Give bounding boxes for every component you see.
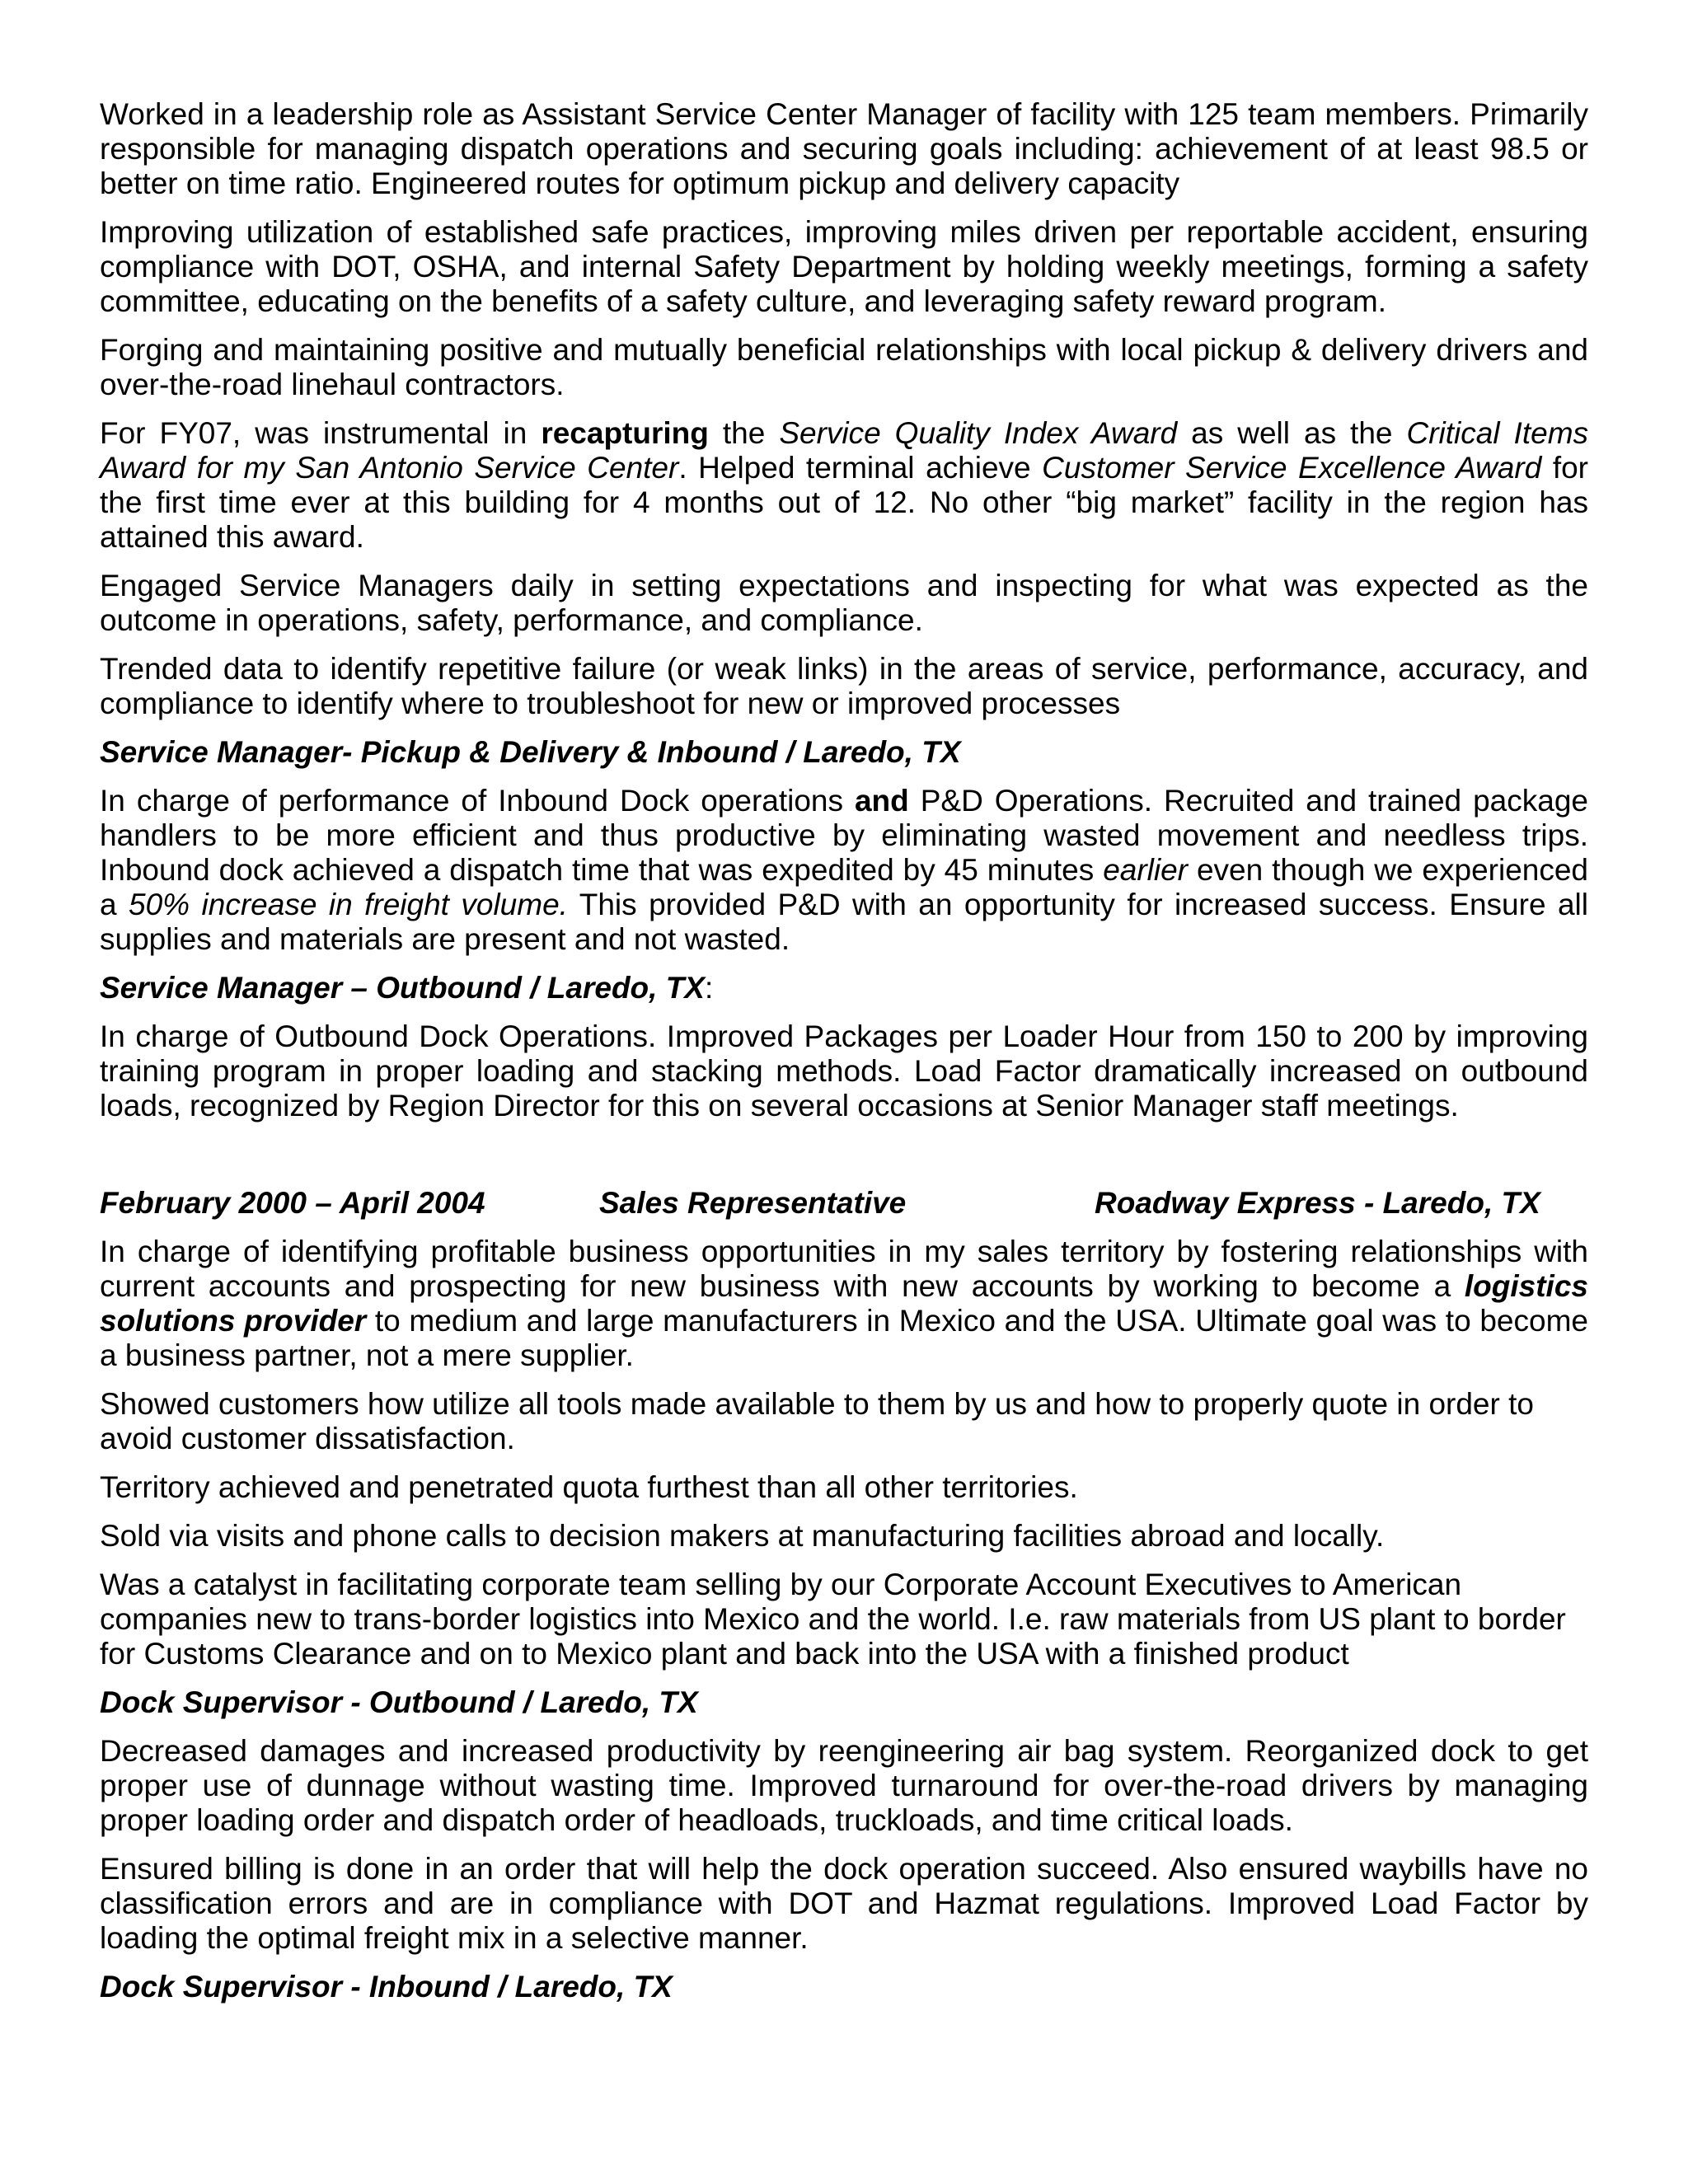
engaged-managers-paragraph: Engaged Service Managers daily in setting expectations and inspecting for what was expected as the outcome in operations, safety, performance, and compliance.	[100, 569, 1588, 637]
catalyst-paragraph: Was a catalyst in facilitating corporate team selling by our Corporate Account Executives to American companies new to trans-border logistics into Mexico and the world. I.e. raw materials from US plant to border for Customs Clearance and on to Mexico plant and back into the USA with a finished product	[100, 1568, 1566, 1671]
service-manager-outbound-heading	[100, 971, 1588, 1005]
sales-text-a: In charge of identifying profitable business opportunities in my sales territory by fostering relationships with current accounts and prospecting for new business with new accounts by working to become a	[100, 1235, 1588, 1303]
resume-page	[100, 97, 1588, 2018]
inbound-text-earlier: earlier	[1103, 853, 1189, 887]
inbound-dock-paragraph	[100, 784, 1588, 957]
sales-text-c: to medium and large manufacturers in Mexico and the USA. Ultimate goal was to become a business partner, not a mere supplier.	[100, 1304, 1588, 1372]
territory-quota-paragraph: Territory achieved and penetrated quota furthest than all other territories.	[100, 1470, 1078, 1504]
customer-tools-paragraph: Showed customers how utilize all tools made available to them by us and how to properly quote in order to avoid customer dissatisfaction.	[100, 1387, 1534, 1455]
awards-text-a: For FY07, was instrumental in	[100, 416, 542, 450]
job-header	[100, 1186, 1588, 1221]
section-spacer	[100, 1137, 1588, 1186]
awards-text-recapturing: recapturing	[541, 416, 709, 450]
dock-supervisor-outbound-heading: Dock Supervisor - Outbound / Laredo, TX	[100, 1685, 698, 1719]
heading-colon: :	[704, 971, 714, 1005]
service-manager-pd-heading: Service Manager- Pickup & Delivery & Inbound / Laredo, TX	[100, 735, 961, 769]
sold-via-visits-paragraph: Sold via visits and phone calls to decision makers at manufacturing facilities abroad and locally.	[100, 1519, 1385, 1553]
awards-paragraph	[100, 416, 1588, 555]
job-company: Roadway Express - Laredo, TX	[1095, 1186, 1540, 1220]
dock-supervisor-inbound-heading: Dock Supervisor - Inbound / Laredo, TX	[100, 1970, 673, 2004]
asc-manager-paragraph: Worked in a leadership role as Assistant Service Center Manager of facility with 125 team members. Primarily responsible for managing dispatch operations and securing goals including: achievement of at least 98.5 or better on time ratio. Engineered routes for optimum pickup and delivery capacity	[100, 97, 1588, 200]
inbound-text-e: even though we experienced a	[100, 853, 1589, 921]
damages-paragraph: Decreased damages and increased productivity by reengineering air bag system. Reorganized dock to get proper use of dunnage without wasting time. Improved turnaround for over-the-road drivers by managing proper loading order and dispatch order of headloads, truckloads, and time critical loads.	[100, 1734, 1588, 1837]
awards-text-cse-award: Customer Service Excellence Award	[1042, 451, 1542, 485]
awards-text-c: the	[708, 416, 780, 450]
awards-text-g: . Helped terminal achieve	[678, 451, 1043, 485]
inbound-text-c: P&D Operations. Recruited and trained package handlers to be more efficient and thus productive by eliminating wasted movement and needless trips. Inbound dock achieved a dispatch time that was expedited by 45 minutes	[100, 784, 1588, 887]
billing-paragraph: Ensured billing is done in an order that will help the dock operation succeed. Also ensured waybills have no classification errors and are in compliance with DOT and Hazmat regulations. Improved Load Factor by loading the optimal freight mix in a selective manner.	[100, 1852, 1588, 1955]
relationships-paragraph: Forging and maintaining positive and mutually beneficial relationships with local pickup & delivery drivers and over-the-road linehaul contractors.	[100, 333, 1588, 401]
outbound-dock-paragraph: In charge of Outbound Dock Operations. Improved Packages per Loader Hour from 150 to 200 by improving training program in proper loading and stacking methods. Load Factor dramatically increased on outbound loads, recognized by Region Director for this on several occasions at Senior Manager staff meetings.	[100, 1019, 1588, 1122]
job-title: Sales Representative	[599, 1186, 907, 1220]
inbound-text-and: and	[854, 784, 909, 818]
sales-territory-paragraph	[100, 1235, 1588, 1373]
inbound-text-g: This provided P&D with an opportunity for increased success. Ensure all supplies and materials are present and not wasted.	[100, 888, 1588, 956]
job-dates: February 2000 – April 2004	[100, 1186, 485, 1220]
inbound-text-freight-increase: 50% increase in freight volume.	[129, 888, 568, 921]
trended-data-paragraph: Trended data to identify repetitive failure (or weak links) in the areas of service, performance, accuracy, and compliance to identify where to troubleshoot for new or improved processes	[100, 652, 1588, 720]
sales-text-logistics-provider: logistics solutions provider	[100, 1269, 1588, 1338]
awards-text-i: for the first time ever at this building for 4 months out of 12. No other “big market” facility in the region has attained this award.	[100, 451, 1588, 554]
inbound-text-a: In charge of performance of Inbound Dock operations	[100, 784, 855, 818]
safety-paragraph: Improving utilization of established safe practices, improving miles driven per reportable accident, ensuring compliance with DOT, OSHA, and internal Safety Department by holding weekly meetings, forming a safety committee, educating on the benefits of a safety culture, and leveraging safety reward program.	[100, 215, 1588, 318]
awards-text-critical-items-award: Critical Items Award for my San Antonio Service Center	[100, 416, 1589, 485]
awards-text-sqi-award: Service Quality Index Award	[779, 416, 1178, 450]
service-manager-outbound-heading-text: Service Manager – Outbound / Laredo, TX	[100, 971, 705, 1005]
awards-text-e: as well as the	[1177, 416, 1407, 450]
